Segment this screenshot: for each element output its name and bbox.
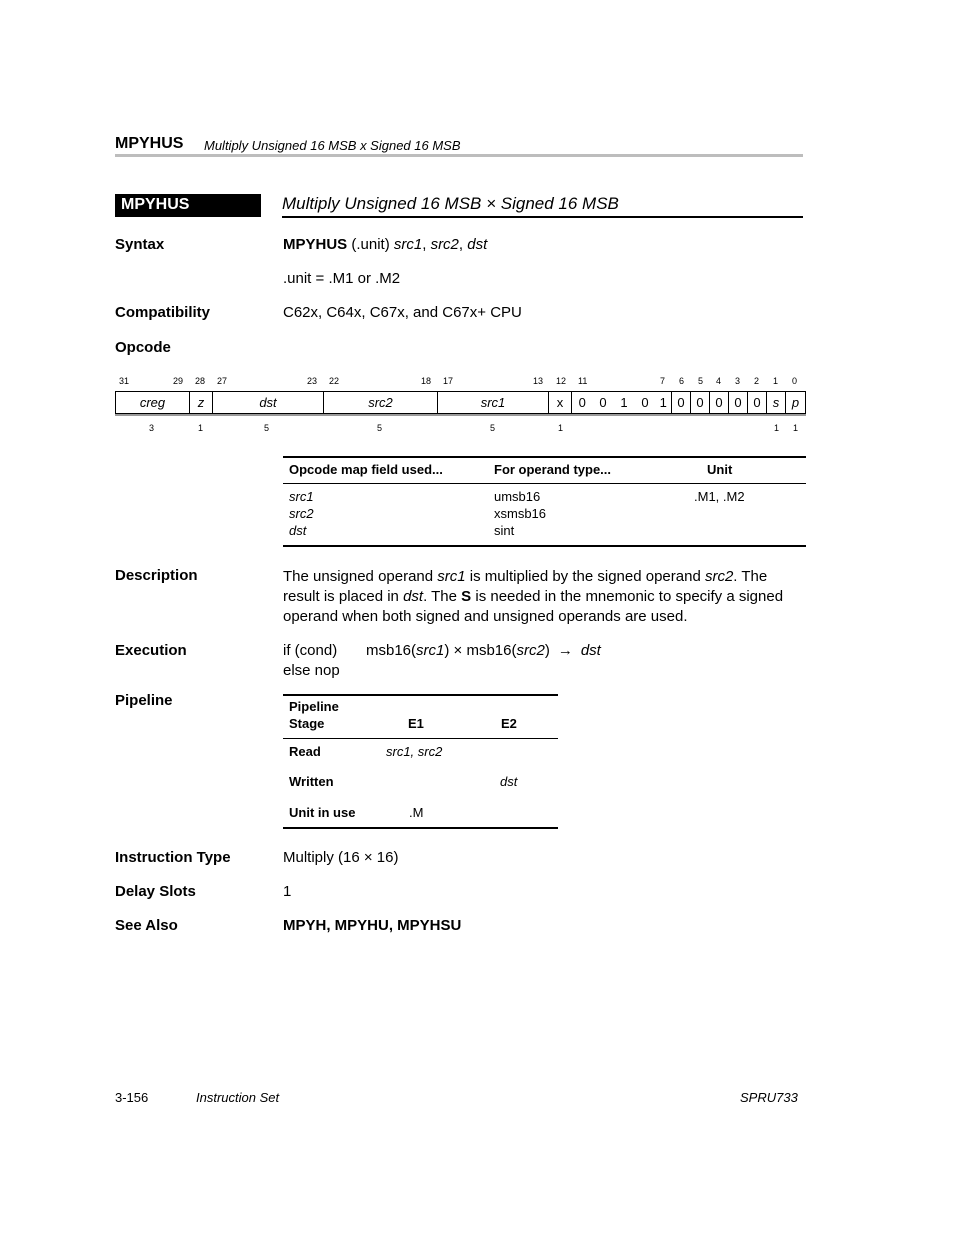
bit-number: 18	[421, 376, 432, 386]
instruction-type-text: Multiply (16 × 16)	[283, 849, 399, 866]
opcode-bit: 0	[729, 392, 748, 414]
see-also-label: See Also	[115, 917, 178, 934]
syntax-dst: dst	[467, 236, 488, 253]
syntax-src2: src2	[430, 236, 459, 253]
field-width: 1	[793, 423, 799, 433]
bit-number: 27	[217, 376, 228, 386]
table-rule	[283, 483, 806, 484]
field-width: 3	[149, 423, 155, 433]
footer-page-number: 3-156	[115, 1090, 149, 1105]
type-cell: xsmsb16	[494, 506, 547, 521]
pipeline-row-e1: .M	[409, 805, 424, 820]
bit-number: 7	[660, 376, 666, 386]
see-also-links[interactable]: MPYH, MPYHU, MPYHSU	[283, 917, 462, 934]
field-width: 5	[490, 423, 496, 433]
instruction-type-label: Instruction Type	[115, 849, 231, 866]
opcode-bit: 0	[672, 392, 691, 414]
table-rule	[283, 738, 558, 739]
syntax-unit-line: .unit = .M1 or .M2	[283, 270, 401, 287]
compatibility-text: C62x, C64x, C67x, and C67x+ CPU	[283, 304, 522, 321]
opcode-field: dst	[213, 392, 324, 414]
description-s: S	[461, 588, 472, 605]
table-rule	[283, 456, 806, 458]
field-width: 5	[377, 423, 383, 433]
column-header: For operand type...	[494, 462, 612, 477]
opcode-field: creg	[116, 392, 190, 414]
instruction-title-box: MPYHUS	[115, 194, 261, 217]
opcode-field: src1	[438, 392, 549, 414]
syntax-src1: src1	[393, 236, 423, 253]
bit-number: 5	[698, 376, 704, 386]
description-label: Description	[115, 567, 198, 584]
bit-number: 22	[329, 376, 340, 386]
title-rule	[282, 216, 803, 218]
opcode-bit: 1	[656, 392, 672, 414]
opcode-label: Opcode	[115, 339, 171, 356]
syntax-sep: ,	[422, 236, 431, 253]
pipeline-header-stage: Stage	[289, 716, 325, 731]
bit-number: 12	[556, 376, 567, 386]
opcode-field: z	[190, 392, 213, 414]
execution-src1: src1	[416, 642, 445, 659]
syntax-label: Syntax	[115, 236, 165, 253]
bit-number: 6	[679, 376, 685, 386]
description-text	[283, 567, 806, 627]
description-span: . The result is placed in	[283, 568, 768, 605]
pipeline-header-e1: E1	[408, 716, 424, 731]
syntax-line	[283, 236, 487, 253]
pipeline-row-label: Written	[289, 774, 334, 789]
bit-number: 4	[716, 376, 722, 386]
running-header-description: Multiply Unsigned 16 MSB x Signed 16 MSB	[204, 138, 461, 153]
compatibility-label: Compatibility	[115, 304, 211, 321]
description-span: The unsigned operand	[283, 568, 438, 585]
pipeline-header-e2: E2	[501, 716, 517, 731]
bit-number: 1	[773, 376, 779, 386]
execution-expression	[366, 642, 601, 659]
opcode-shadow	[115, 414, 806, 416]
opcode-bit: 1	[614, 392, 635, 414]
opcode-bit: 0	[593, 392, 614, 414]
pipeline-header-stage: Pipeline	[289, 699, 339, 714]
bit-number: 3	[735, 376, 741, 386]
execution-dst: dst	[580, 642, 601, 659]
running-header-mnemonic: MPYHUS	[115, 135, 184, 152]
field-width: 1	[774, 423, 780, 433]
footer-doc-id: SPRU733	[740, 1090, 798, 1105]
operand-cell: dst	[289, 523, 307, 538]
delay-slots-label: Delay Slots	[115, 883, 196, 900]
execution-src2: src2	[516, 642, 545, 659]
type-cell: umsb16	[494, 489, 541, 504]
opcode-field: x	[549, 392, 572, 414]
bit-number: 31	[119, 376, 130, 386]
pipeline-row-label: Read	[289, 744, 321, 759]
field-width: 1	[198, 423, 204, 433]
execution-cond: if (cond)	[283, 642, 338, 659]
field-width: 1	[558, 423, 564, 433]
opcode-bit: 0	[691, 392, 710, 414]
opcode-bit: 0	[572, 392, 593, 414]
column-header: Unit	[707, 462, 733, 477]
unit-cell: .M1, .M2	[694, 489, 745, 504]
description-span: . The	[423, 588, 462, 605]
footer-section: Instruction Set	[196, 1090, 280, 1105]
execution-else: else nop	[283, 662, 340, 679]
delay-slots-value: 1	[283, 883, 292, 900]
bit-number: 0	[792, 376, 798, 386]
bit-number: 29	[173, 376, 184, 386]
bit-number: 28	[195, 376, 206, 386]
description-src1: src1	[437, 568, 466, 585]
table-rule	[283, 827, 558, 829]
bit-number: 23	[307, 376, 318, 386]
description-src2: src2	[704, 568, 734, 585]
execution-label: Execution	[115, 642, 187, 659]
syntax-sep: ,	[458, 236, 468, 253]
header-rule	[115, 154, 803, 157]
syntax-mnemonic: MPYHUS	[283, 236, 348, 253]
description-span: is multiplied by the signed operand	[465, 568, 705, 585]
bit-number: 13	[533, 376, 544, 386]
operand-cell: src2	[289, 506, 314, 521]
opcode-field: s	[767, 392, 786, 414]
execution-span: msb16(	[366, 642, 417, 659]
syntax-unit: (.unit)	[347, 236, 394, 253]
operand-cell: src1	[289, 489, 314, 504]
opcode-bit: 0	[635, 392, 656, 414]
opcode-field-diagram	[115, 391, 806, 414]
field-width: 5	[264, 423, 270, 433]
arrow-icon: →	[557, 642, 573, 659]
table-rule	[283, 545, 806, 547]
description-dst: dst	[403, 588, 424, 605]
execution-span: )	[544, 642, 550, 659]
opcode-field: p	[786, 392, 806, 414]
instruction-title-description: Multiply Unsigned 16 MSB × Signed 16 MSB	[282, 194, 619, 213]
column-header: Opcode map field used...	[289, 462, 443, 477]
pipeline-row-e1: src1, src2	[386, 744, 443, 759]
pipeline-row-e2: dst	[500, 774, 518, 789]
bit-number: 2	[754, 376, 760, 386]
type-cell: sint	[494, 523, 515, 538]
execution-span: ) × msb16(	[444, 642, 517, 659]
table-rule	[283, 694, 558, 696]
bit-number: 17	[443, 376, 454, 386]
pipeline-label: Pipeline	[115, 692, 173, 709]
bit-number: 11	[578, 376, 588, 386]
opcode-bit: 0	[748, 392, 767, 414]
opcode-bit: 0	[710, 392, 729, 414]
opcode-field: src2	[324, 392, 438, 414]
description-span: is needed in the mnemonic to specify a signed operand when both signed and unsigned operands are used.	[283, 588, 784, 625]
pipeline-row-label: Unit in use	[289, 805, 356, 820]
